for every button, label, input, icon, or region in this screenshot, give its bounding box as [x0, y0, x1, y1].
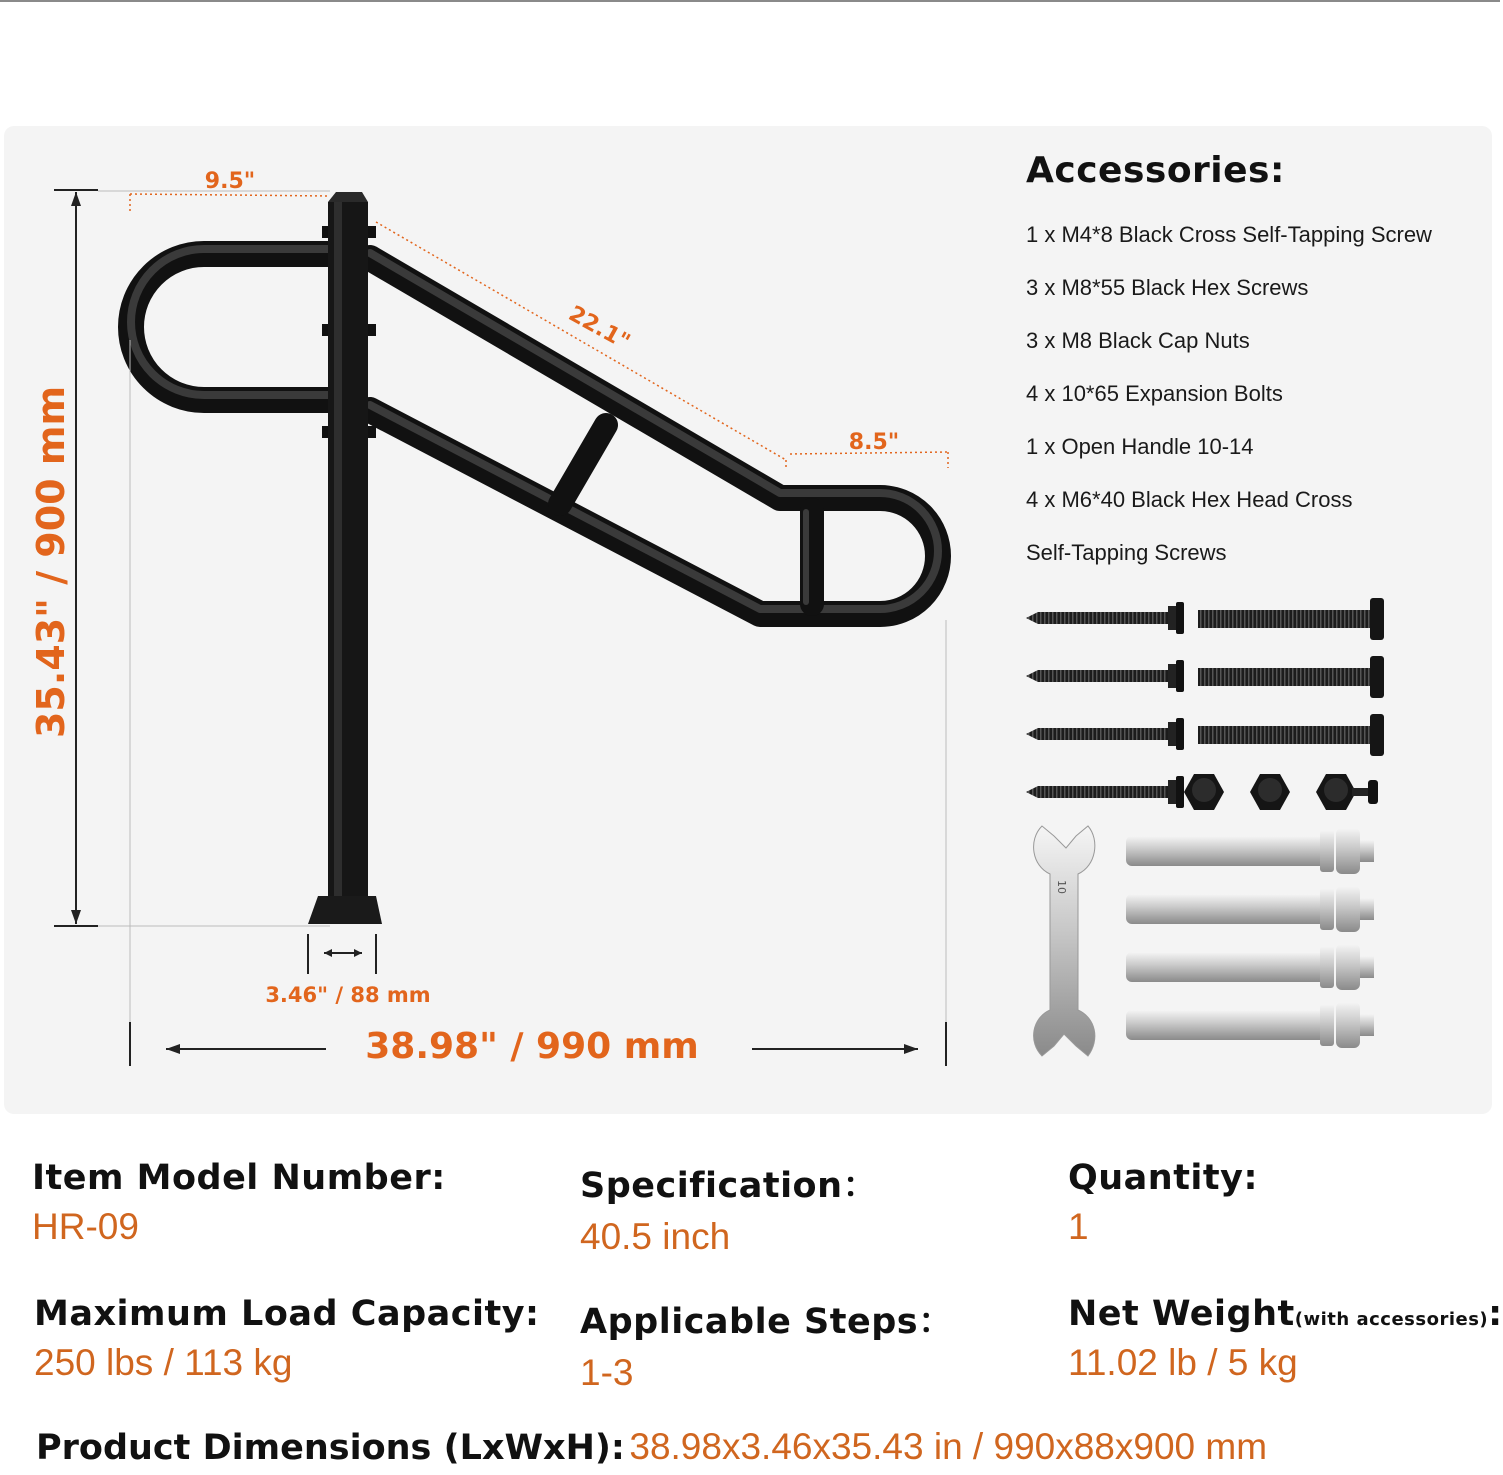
spec-specification-label: Specification: [580, 1166, 843, 1206]
spec-load-label: Maximum Load Capacity: [34, 1294, 526, 1334]
end-length-label: 8.5": [848, 430, 900, 455]
self-tapping-screw-icon: [1026, 602, 1184, 634]
open-wrench-icon: [1034, 826, 1095, 1056]
top-length-label: 9.5": [204, 169, 256, 194]
spec-weight-label: Net Weight: [1068, 1294, 1295, 1334]
accessory-item: 1 x Open Handle 10-14: [1026, 434, 1254, 459]
diagonal-length-label: 22.1": [564, 301, 634, 356]
spec-weight-note: (with accessories): [1294, 1309, 1489, 1330]
top-dimension-line: [130, 194, 330, 196]
product-dimensions-value: 38.98x3.46x35.43 in / 990x88x900 mm: [629, 1426, 1268, 1467]
spec-specification-value: 40.5 inch: [580, 1216, 731, 1257]
total-length-dimension: [130, 340, 946, 1066]
spec-quantity-value: 1: [1068, 1206, 1089, 1247]
accessory-item: 1 x M4*8 Black Cross Self-Tapping Screw: [1026, 222, 1432, 247]
self-tapping-screw-icon: [1026, 776, 1184, 808]
accessories-list: [1026, 216, 1432, 587]
expansion-bolt-icon: [1126, 886, 1374, 932]
total-length-label: 38.98" / 990 mm: [365, 1026, 699, 1067]
self-tapping-screw-icon: [1026, 660, 1184, 692]
hex-screw-icon: [1198, 714, 1384, 756]
spec-weight-value: 11.02 lb / 5 kg: [1068, 1342, 1298, 1383]
handrail-tubes: [131, 249, 938, 614]
handrail-post: [308, 192, 382, 924]
expansion-bolt-icon: [1126, 828, 1374, 874]
accessory-item: 4 x M6*40 Black Hex Head Cross: [1026, 487, 1353, 512]
spec-model-label: Item Model Number: [32, 1158, 432, 1198]
hex-screw-icon: [1198, 598, 1384, 640]
accessory-item: 3 x M8*55 Black Hex Screws: [1026, 275, 1309, 300]
hex-screw-icon: [1198, 656, 1384, 698]
expansion-bolt-icon: [1126, 1002, 1374, 1048]
hardware-illustration: [1020, 590, 1400, 1060]
expansion-bolt-icon: [1126, 944, 1374, 990]
small-cross-screw-icon: [1352, 780, 1378, 804]
base-width-label: 3.46" / 88 mm: [265, 983, 431, 1007]
spec-model: Item Model Number: HR-09: [32, 1158, 446, 1247]
product-dimensions-label: Product Dimensions (LxWxH): [36, 1428, 611, 1468]
accessories-title: Accessories:: [1026, 150, 1285, 191]
accessory-item: 4 x 10*65 Expansion Bolts: [1026, 381, 1283, 406]
spec-steps: Applicable Steps： 1-3: [580, 1302, 954, 1393]
accessory-item: 3 x M8 Black Cap Nuts: [1026, 328, 1250, 353]
spec-steps-label: Applicable Steps: [580, 1302, 919, 1342]
height-dimension: [54, 190, 330, 926]
product-dimensions: Product Dimensions (LxWxH): 38.98x3.46x35.43 in / 990x88x900 mm: [36, 1426, 1268, 1468]
cap-nut-icon: [1184, 774, 1224, 810]
spec-quantity: Quantity: 1: [1068, 1158, 1258, 1247]
self-tapping-screw-icon: [1026, 718, 1184, 750]
cap-nut-icon: [1316, 774, 1356, 810]
spec-weight: Net Weight(with accessories): 11.02 lb / 5 kg: [1068, 1294, 1503, 1383]
spec-quantity-label: Quantity: [1068, 1158, 1244, 1198]
height-label: 35.43" / 900 mm: [29, 385, 73, 739]
spec-specification: Specification： 40.5 inch: [580, 1166, 879, 1257]
cap-nut-icon: [1250, 774, 1290, 810]
base-width-dimension: [308, 934, 376, 974]
diagonal-dimension-line: [376, 222, 786, 460]
spec-model-value: HR-09: [32, 1206, 139, 1247]
spec-load-value: 250 lbs / 113 kg: [34, 1342, 293, 1383]
wrench-size-marking: 10: [1055, 880, 1068, 894]
accessory-item: Self-Tapping Screws: [1026, 540, 1227, 565]
spec-load: Maximum Load Capacity: 250 lbs / 113 kg: [34, 1294, 540, 1383]
spec-steps-value: 1-3: [580, 1352, 634, 1393]
